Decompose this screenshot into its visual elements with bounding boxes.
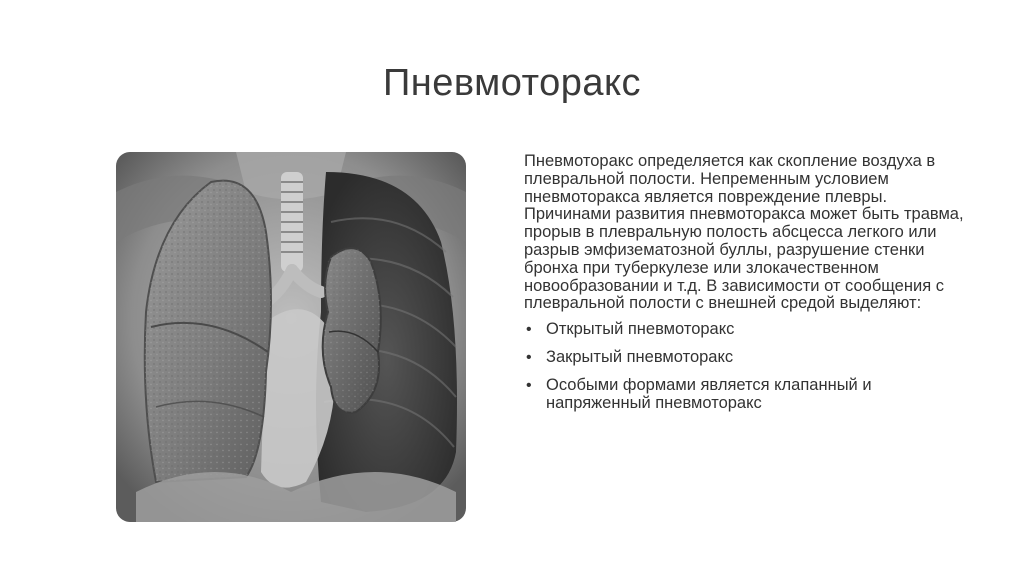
slide-title: Пневмоторакс [382, 62, 642, 104]
lungs-illustration [116, 152, 466, 522]
types-list [524, 321, 974, 412]
list-item-text: Закрытый пневмоторакс [546, 347, 734, 366]
bullet-icon: • [526, 376, 532, 394]
bullet-icon: • [526, 321, 532, 339]
list-item-text: Открытый пневмоторакс [546, 320, 735, 339]
list-item [524, 321, 974, 339]
definition-paragraph: Пневмоторакс определяется как скопление воздуха в плевральной полости. Непременным условием пневмоторакса является повреждение плевры. Причинами развития пневмоторакса может быть травма, прорыв в плевральную полость абсцесса легкого или разрыв эмфизематозной буллы, разрушение стенки бронха при туберкулезе или злокачественном новообразовании и т.д. В зависимости от сообщения с плевральной полости с внешней средой выделяют: [524, 152, 964, 313]
list-item [524, 349, 974, 367]
list-item [524, 377, 974, 413]
list-item-text: Особыми формами является клапанный и напряженный пневмоторакс [546, 375, 872, 412]
bullet-icon: • [526, 348, 532, 366]
slide-body [524, 153, 974, 422]
